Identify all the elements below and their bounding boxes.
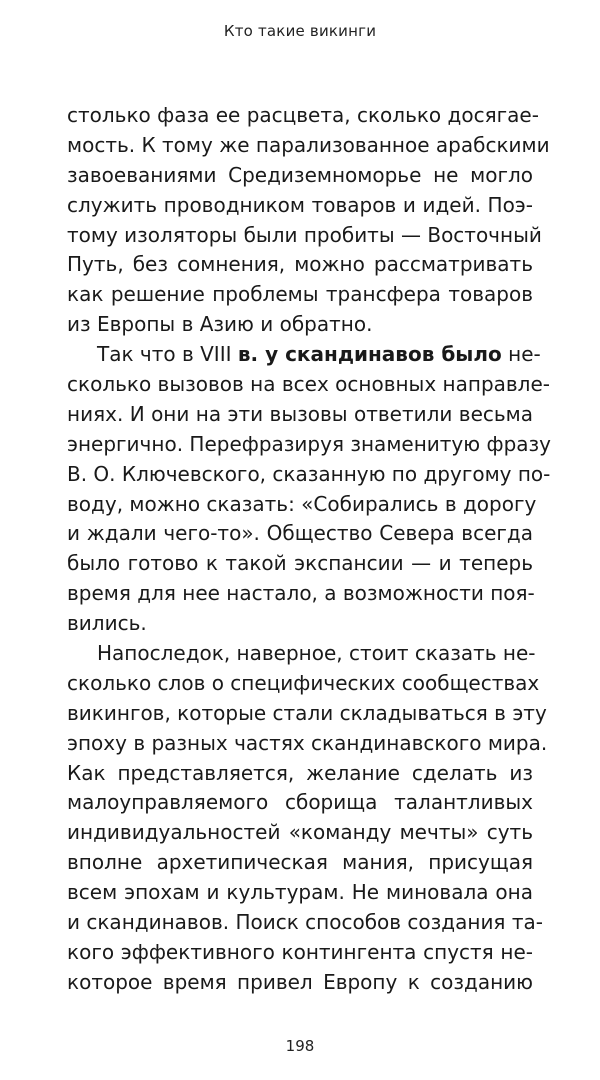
text-line: Напоследок, наверное, стоит сказать не- <box>97 641 536 666</box>
text-line: Как представляется, желание сделать из <box>67 760 533 785</box>
text-line <box>67 340 541 370</box>
text-line: было готово к такой экспансии — и теперь <box>67 551 533 576</box>
text-line: индивидуальностей «команду мечты» суть <box>67 820 533 845</box>
text-line: энергично. Перефразируя знаменитую фразу <box>67 431 551 456</box>
text-line: кого эффективного контингента спустя не- <box>67 939 533 964</box>
text-line: которое время привел Европу к созданию <box>67 969 533 994</box>
text-line: как решение проблемы трансфера товаров <box>67 282 533 307</box>
text-line: столько фаза ее расцвета, сколько досягае- <box>67 103 539 127</box>
text-line: время для нее настало, а возможности поя- <box>67 581 535 606</box>
text-line: Путь, без сомнения, можно рассматривать <box>67 252 533 277</box>
text-line: эпоху в разных частях скандинавского мира. <box>67 730 548 755</box>
text-line: служить проводником товаров и идей. Поэ- <box>67 192 533 217</box>
text-line: и ждали чего-то». Общество Севера всегда <box>67 521 533 546</box>
text-line: тому изоляторы были пробиты — Восточный <box>67 222 542 247</box>
text-line: вполне архетипическая мания, присущая <box>67 850 533 875</box>
text-line: В. О. Ключевского, сказанную по другому по- <box>67 461 551 486</box>
text-line: вились. <box>67 611 147 636</box>
paragraph-3 <box>67 639 548 998</box>
body-text <box>67 101 551 998</box>
text-line: малоуправляемого сборища талантливых <box>67 790 533 815</box>
text-line: сколько слов о специфических сообществах <box>67 670 540 695</box>
bold-text-run: в. у скандинавов было <box>237 342 502 367</box>
page-number: 198 <box>285 1037 315 1055</box>
text-line: завоеваниями Средиземноморье не могло <box>67 162 533 187</box>
text-line: и скандинавов. Поиск способов создания та- <box>67 910 543 935</box>
running-header: Кто такие викинги <box>223 22 377 40</box>
text-line: из Европы в Азию и обратно. <box>67 312 373 337</box>
text-line: всем эпохам и культурам. Не миновала она <box>67 880 533 905</box>
text-line: викингов, которые стали складываться в эту <box>67 700 547 725</box>
text-line: мость. К тому же парализованное арабскими <box>67 132 550 157</box>
text-run: Так что в VIII <box>97 342 238 367</box>
paragraph-2 <box>67 340 551 639</box>
paragraph-1 <box>67 101 550 340</box>
text-line: ниях. И они на эти вызовы ответили весьма <box>67 401 533 426</box>
text-line: воду, можно сказать: «Собирались в дорогу <box>67 491 537 516</box>
text-run: не- <box>501 342 541 367</box>
text-line: сколько вызовов на всех основных направле- <box>67 372 550 397</box>
